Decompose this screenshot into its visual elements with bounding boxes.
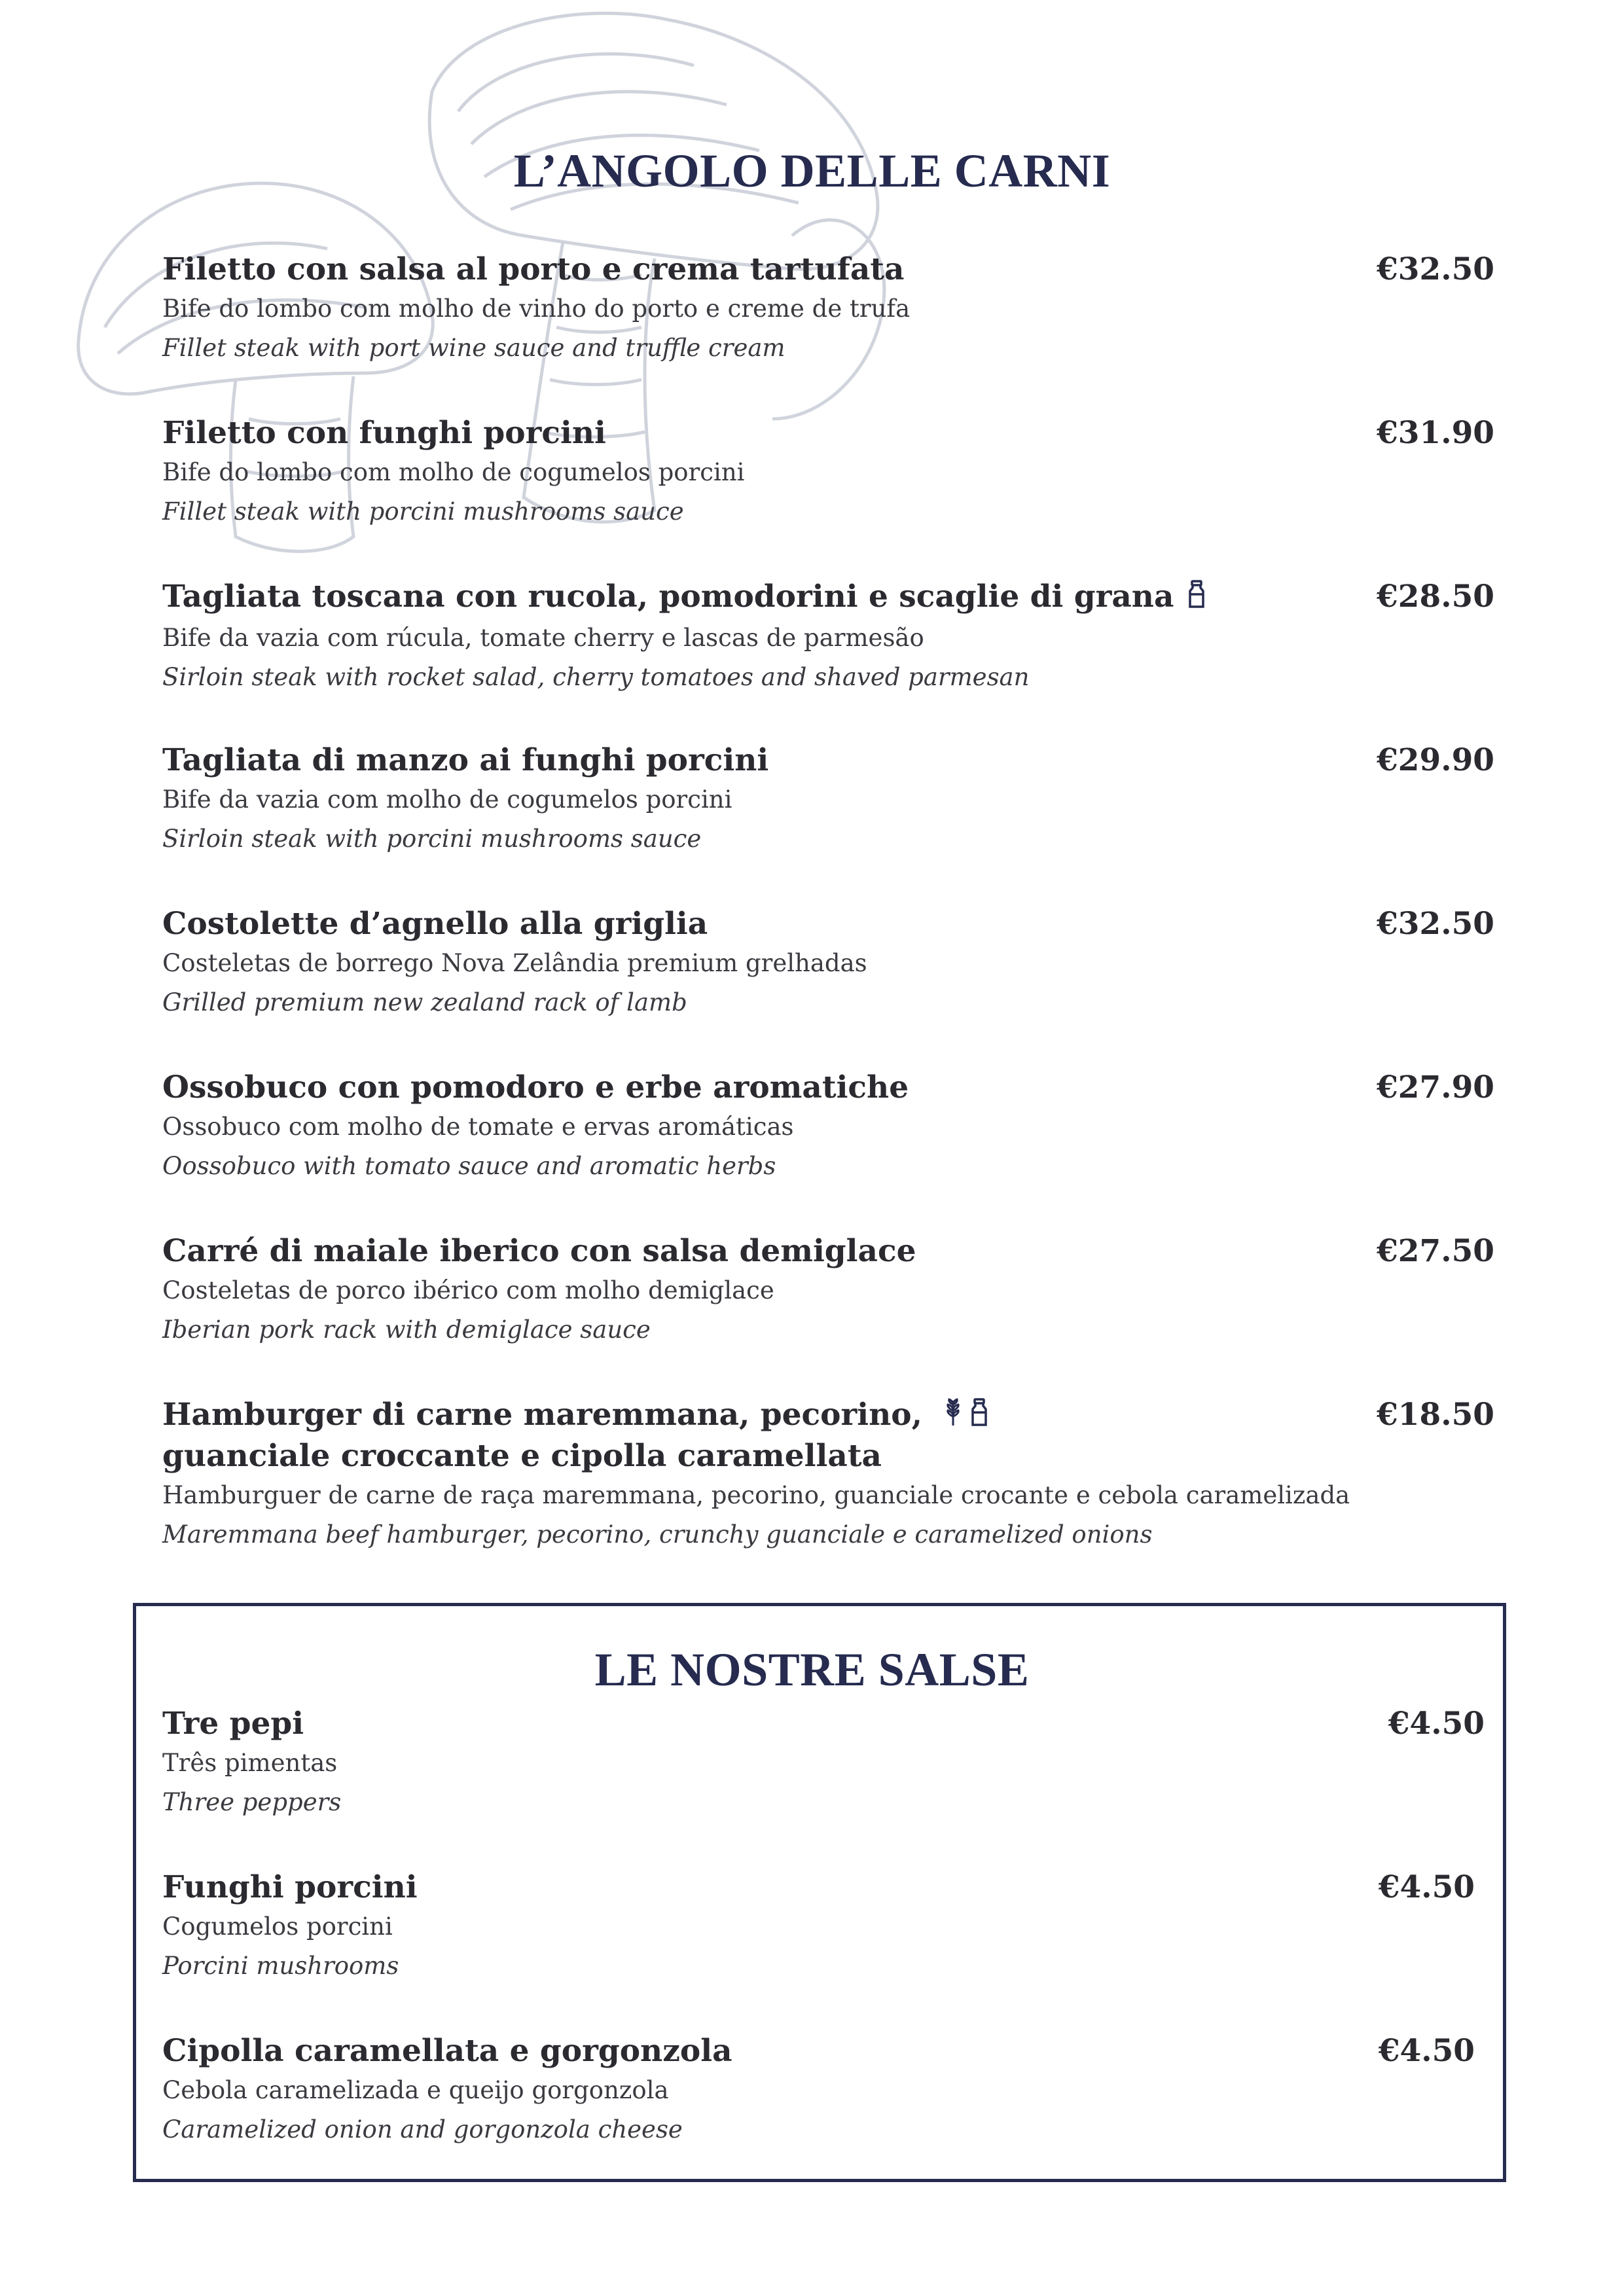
section-title-carni: L’ANGOLO DELLE CARNI	[513, 145, 1111, 197]
item-name-row	[162, 577, 1205, 619]
menu-item	[162, 905, 867, 1022]
item-price: €18.50	[1377, 1397, 1494, 1433]
section-title-salse: LE NOSTRE SALSE	[594, 1643, 1030, 1696]
milk-bottle-icon	[1188, 579, 1205, 619]
item-desc-pt: Bife do lombo com molho de cogumelos porcini	[162, 458, 745, 486]
item-desc-en: Fillet steak with porcini mushrooms sauce	[162, 497, 684, 526]
item-price: €32.50	[1377, 906, 1494, 942]
item-price: €29.90	[1377, 742, 1494, 778]
menu-item	[162, 250, 910, 368]
item-name: Tre pepi	[162, 1706, 304, 1742]
item-desc-en: Maremmana beef hamburger, pecorino, crunchy guanciale e caramelized onions	[162, 1520, 1153, 1549]
milk-bottle-icon	[971, 1397, 988, 1437]
menu-item	[162, 577, 1205, 697]
item-price: €4.50	[1388, 1706, 1485, 1742]
item-desc-en: Porcini mushrooms	[162, 1952, 399, 1980]
item-desc-pt: Costeletas de borrego Nova Zelândia premium grelhadas	[162, 949, 867, 977]
item-name: Cipolla caramellata e gorgonzola	[162, 2033, 732, 2069]
menu-item	[162, 1704, 341, 1822]
menu-item	[162, 1232, 916, 1350]
item-desc-pt: Costeletas de porco ibérico com molho demiglace	[162, 1276, 774, 1304]
menu-item	[162, 414, 744, 531]
item-desc-pt: Três pimentas	[162, 1749, 338, 1777]
item-desc-en: Three peppers	[162, 1788, 342, 1816]
menu-item	[162, 1868, 418, 1986]
item-name-row	[162, 1395, 1350, 1437]
item-desc-en: Grilled premium new zealand rack of lamb	[162, 988, 687, 1016]
item-desc-pt: Bife do lombo com molho de vinho do porto e creme de trufa	[162, 295, 911, 323]
item-price: €31.90	[1377, 415, 1494, 451]
item-name: Filetto con funghi porcini	[162, 415, 606, 451]
item-name: Tagliata toscana con rucola, pomodorini e scaglie di grana	[162, 579, 1174, 615]
item-name: Filetto con salsa al porto e crema tartufata	[162, 251, 905, 287]
item-desc-pt: Cebola caramelizada e queijo gorgonzola	[162, 2076, 669, 2104]
item-desc-en: Sirloin steak with porcini mushrooms sauce	[162, 825, 702, 853]
item-price: €27.50	[1377, 1233, 1494, 1269]
menu-item	[162, 741, 768, 859]
menu-item	[162, 1395, 1350, 1554]
item-desc-en: Oossobuco with tomato sauce and aromatic herbs	[162, 1152, 776, 1180]
item-price: €4.50	[1378, 2033, 1475, 2069]
item-price: €27.90	[1377, 1069, 1494, 1105]
item-desc-en: Sirloin steak with rocket salad, cherry tomatoes and shaved parmesan	[162, 663, 1030, 691]
item-name: Costolette d’agnello alla griglia	[162, 906, 708, 942]
item-name: Hamburger di carne maremmana, pecorino,	[162, 1397, 922, 1433]
item-name: Tagliata di manzo ai funghi porcini	[162, 742, 769, 778]
item-desc-pt: Bife da vazia com molho de cogumelos porcini	[162, 785, 732, 814]
item-name: Carré di maiale iberico con salsa demiglace	[162, 1233, 916, 1269]
item-price: €32.50	[1377, 251, 1494, 287]
item-desc-pt: Ossobuco com molho de tomate e ervas aromáticas	[162, 1113, 794, 1141]
item-desc-en: Iberian pork rack with demiglace sauce	[162, 1316, 651, 1344]
item-name: Ossobuco con pomodoro e erbe aromatiche	[162, 1069, 909, 1105]
item-name: Funghi porcini	[162, 1869, 418, 1905]
item-desc-en: Fillet steak with port wine sauce and truffle cream	[162, 334, 785, 362]
wheat-icon	[945, 1397, 962, 1437]
item-price: €28.50	[1377, 579, 1494, 615]
item-desc-pt: Hamburguer de carne de raça maremmana, pecorino, guanciale crocante e cebola caramelizada	[162, 1481, 1350, 1509]
item-price: €4.50	[1378, 1869, 1475, 1905]
menu-item	[162, 2032, 732, 2149]
item-desc-pt: Bife da vazia com rúcula, tomate cherry e lascas de parmesão	[162, 624, 924, 652]
item-name-line2: guanciale croccante e cipolla caramellata	[162, 1438, 882, 1474]
item-desc-en: Caramelized onion and gorgonzola cheese	[162, 2115, 683, 2144]
menu-item	[162, 1068, 909, 1186]
item-desc-pt: Cogumelos porcini	[162, 1912, 393, 1941]
